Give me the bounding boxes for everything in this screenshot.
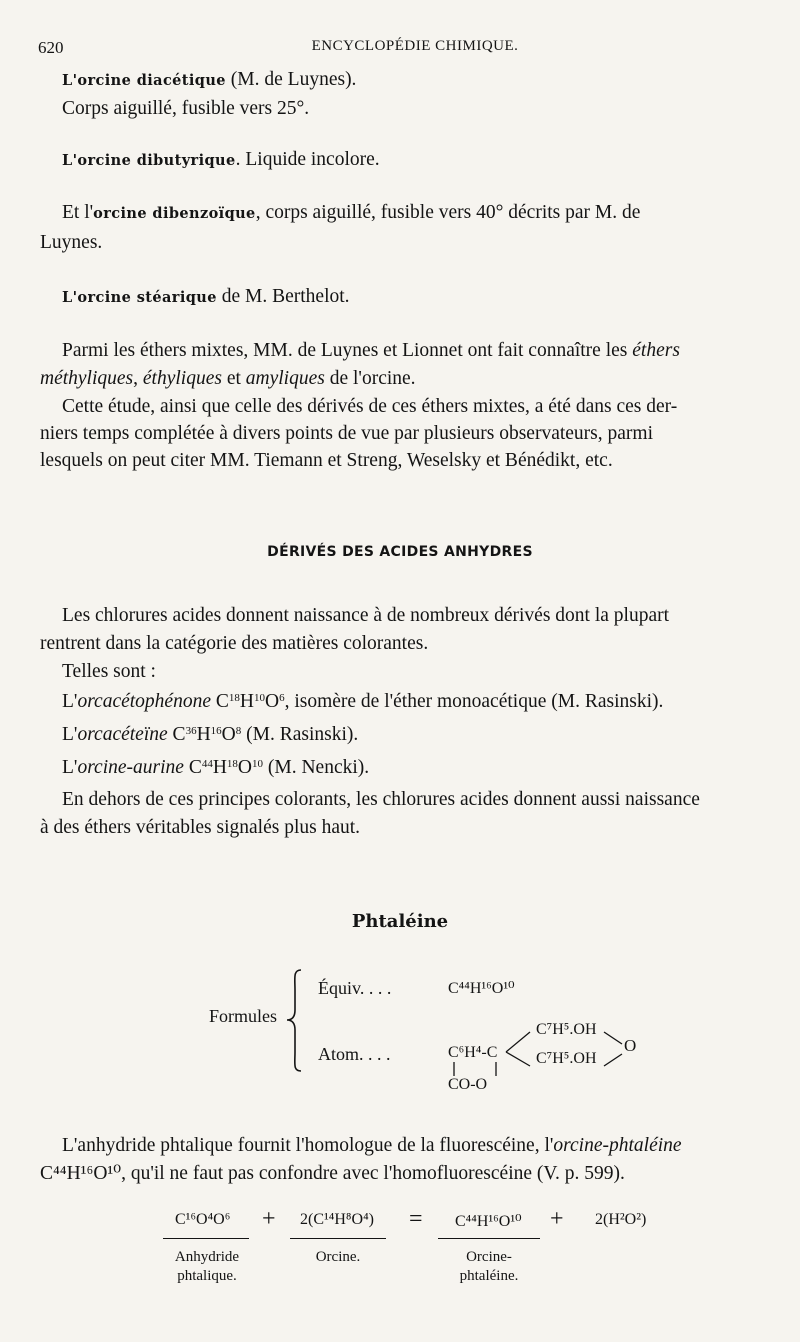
atom-formula-left: C⁶H⁴-C: [448, 1044, 498, 1061]
eq-label-1: Anhydride phtalique.: [174, 1249, 240, 1284]
mixed-line-1: Parmi les éthers mixtes, MM. de Luynes et Lionnet ont fait connaître les éthers: [62, 340, 680, 361]
entry-stearique: L'orcine stéarique de M. Berthelot.: [62, 286, 350, 307]
compound-name: orcine dibenzoïque: [93, 205, 256, 222]
equiv-label: Équiv. . . .: [318, 978, 392, 998]
entry-diacetique: L'orcine diacétique (M. de Luynes).: [62, 69, 357, 90]
compound-name: L'orcine diacétique: [62, 72, 226, 89]
eq-term-4: 2(H²O²): [595, 1211, 647, 1228]
mixed-line-3: Cette étude, ainsi que celle des dérivés de ces éthers mixtes, a été dans ces der-: [62, 396, 678, 417]
entry-dibutyrique: L'orcine dibutyrique. Liquide incolore.: [62, 149, 380, 170]
chlorures-line-7: En dehors de ces principes colorants, les chlorures acides donnent aussi naissance: [62, 789, 700, 810]
eq-label-2: Orcine.: [315, 1249, 361, 1265]
eq-plus-2: +: [550, 1206, 564, 1232]
mixed-line-4: niers temps complétée à divers points de vue par plusieurs observateurs, parmi: [40, 423, 653, 444]
anhydride-line-2: C⁴⁴H¹⁶O¹⁰, qu'il ne faut pas confondre avec l'homofluorescéine (V. p. 599).: [40, 1163, 625, 1184]
chlorures-line-2: rentrent dans la catégorie des matières colorantes.: [40, 633, 429, 654]
eq-label-3: Orcine- phtaléine.: [459, 1249, 519, 1284]
underbrace-1: [163, 1238, 249, 1239]
atom-formula-lower: C⁷H⁵.OH: [536, 1050, 597, 1067]
equiv-formula: C⁴⁴H¹⁶O¹⁰: [448, 980, 515, 997]
underbrace-3: [438, 1238, 540, 1239]
page-header: [0, 38, 800, 58]
eq-plus-1: +: [262, 1206, 276, 1232]
eq-equals: =: [409, 1206, 423, 1232]
derivative-orcacetophenone: L'orcacétophénone $C^{18}H^{10}O^6$, isomère de l'éther monoacétique (M. Rasinski).: [62, 691, 664, 712]
running-title: ENCYCLOPÉDIE CHIMIQUE.: [311, 38, 519, 54]
mixed-line-5: lesquels on peut citer MM. Tiemann et Streng, Weselsky et Bénédikt, etc.: [40, 450, 613, 471]
entry-dibenzoique-cont: Luynes.: [40, 232, 103, 253]
entry-dibenzoique: Et l'orcine dibenzoïque, corps aiguillé, fusible vers 40° décrits par M. de: [62, 202, 641, 223]
atom-formula-oxygen: O: [624, 1036, 637, 1055]
compound-name: L'orcine dibutyrique: [62, 152, 236, 169]
chlorures-line-8: à des éthers véritables signalés plus haut.: [40, 817, 361, 838]
page-number: 620: [38, 38, 64, 57]
section-title: DÉRIVÉS DES ACIDES ANHYDRES: [267, 544, 533, 560]
derivative-orcine-aurine: L'orcine-aurine $C^{44}H^{18}O^{10}$ (M. Nencki).: [62, 757, 370, 778]
atom-formula-co: CO-O: [448, 1076, 488, 1093]
phtaleine-heading: Phtaléine: [351, 911, 449, 932]
structure-bonds-diagram: [440, 1016, 640, 1086]
anhydride-line-1: L'anhydride phtalique fournit l'homologue de la fluorescéine, l'orcine-phtaléine: [62, 1135, 682, 1156]
entry-diacetique-desc: Corps aiguillé, fusible vers 25°.: [62, 98, 310, 119]
eq-term-2: 2(C¹⁴H⁸O⁴): [300, 1211, 374, 1228]
mixed-line-2: méthyliques, éthyliques et amyliques de l'orcine.: [40, 368, 416, 389]
atom-label: Atom. . . .: [318, 1044, 391, 1064]
eq-term-3: C⁴⁴H¹⁶O¹⁰: [455, 1213, 522, 1230]
curly-brace-icon: [283, 968, 307, 1073]
compound-name: L'orcine stéarique: [62, 289, 217, 306]
atom-formula-upper: C⁷H⁵.OH: [536, 1021, 597, 1038]
underbrace-2: [290, 1238, 386, 1239]
chlorures-line-3: Telles sont :: [62, 661, 156, 682]
eq-term-1: C¹⁶O⁴O⁶: [175, 1211, 231, 1228]
derivative-orcaceteine: L'orcacéteïne $C^{36}H^{16}O^8$ (M. Rasinski).: [62, 724, 359, 745]
formulas-label: Formules: [209, 1006, 278, 1026]
chlorures-line-1: Les chlorures acides donnent naissance à de nombreux dérivés dont la plupart: [62, 605, 670, 626]
